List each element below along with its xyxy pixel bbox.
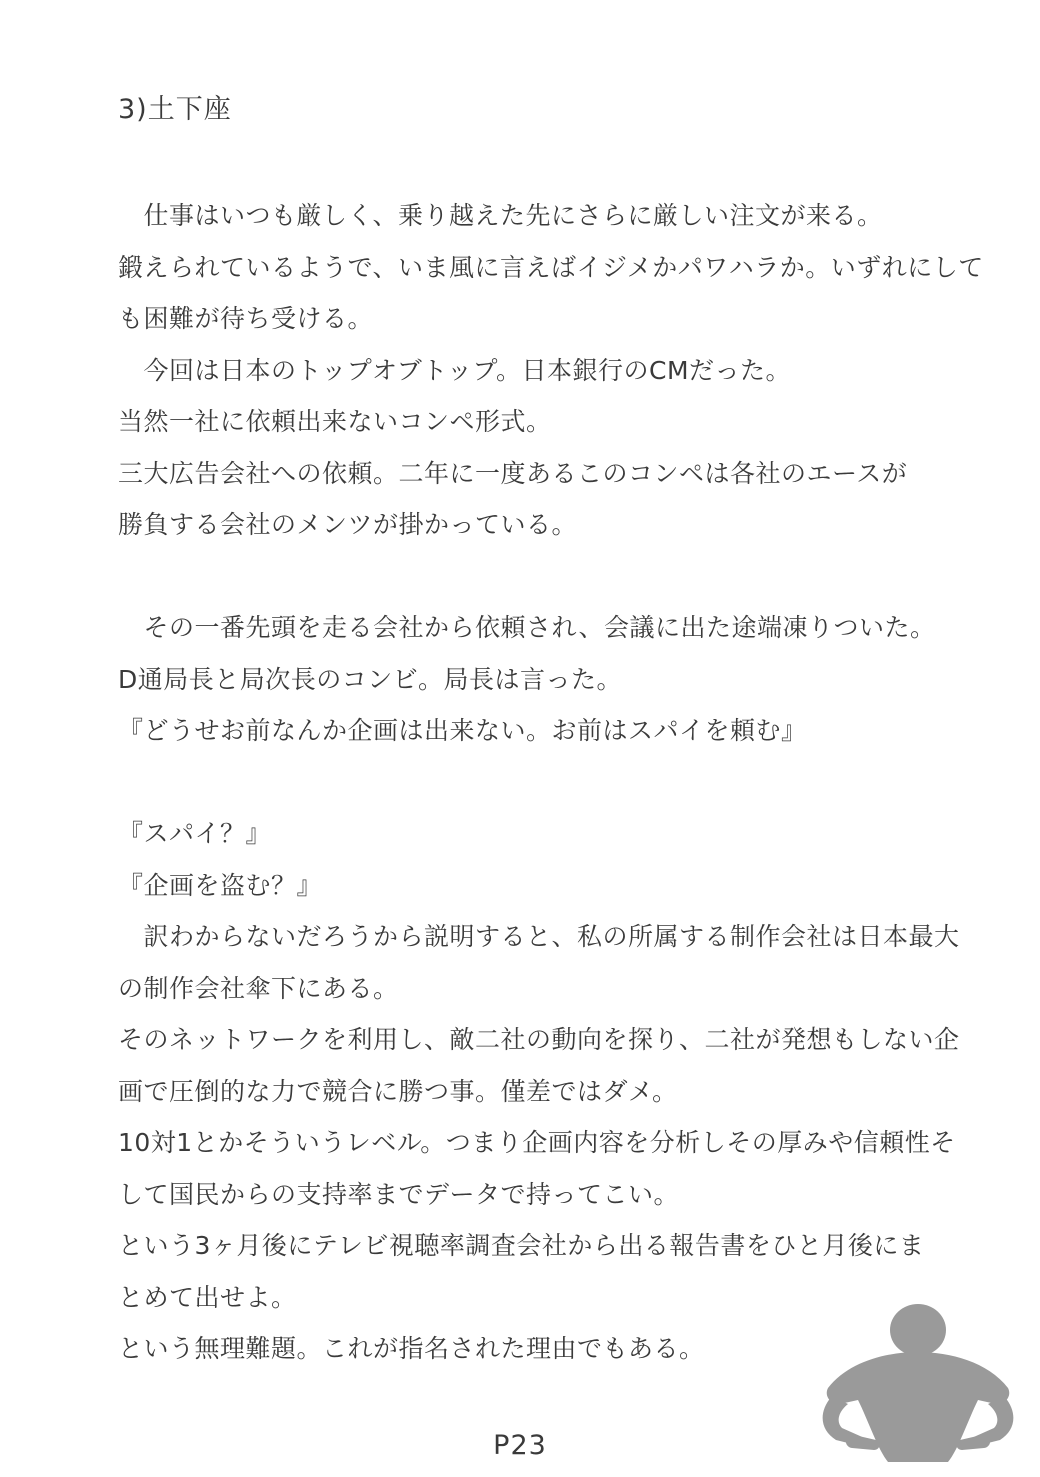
text-line: という3ヶ月後にテレビ視聴率調査会社から出る報告書をひと月後にま bbox=[118, 1231, 925, 1260]
page-number: P23 bbox=[493, 1430, 547, 1461]
text-line: 『企画を盗む？』 bbox=[118, 870, 323, 900]
text-line: も困難が待ち受ける。 bbox=[118, 304, 374, 333]
text-line: して国民からの支持率までデータで持ってこい。 bbox=[118, 1179, 680, 1209]
text-line: そのネットワークを利用し、敵二社の動向を探り、二社が発想もしない企 bbox=[118, 1025, 960, 1054]
text-line: その一番先頭を走る会社から依頼され、会議に出た途端凍りついた。 bbox=[118, 613, 936, 642]
text-line: 鍛えられているようで、いま風に言えばイジメかパワハラか。いずれにして bbox=[118, 252, 984, 282]
text-line: という無理難題。これが指名された理由でもある。 bbox=[118, 1334, 705, 1363]
text-line: 『どうせお前なんか企画は出来ない。お前はスパイを頼む』 bbox=[118, 716, 807, 745]
text-line: 勝負する会社のメンツが掛かっている。 bbox=[118, 510, 578, 539]
text-line: 三大広告会社への依頼。二年に一度あるこのコンペは各社のエースが bbox=[118, 458, 908, 488]
body-text bbox=[118, 190, 984, 1375]
text-line: 訳わからないだろうから説明すると、私の所属する制作会社は日本最大 bbox=[118, 922, 960, 951]
text-line: 『スパイ？』 bbox=[118, 819, 272, 848]
text-line: とめて出せよ。 bbox=[118, 1282, 297, 1312]
text-line: 10対1とかそういうレベル。つまり企画内容を分析しその厚みや信頼性そ bbox=[118, 1128, 956, 1157]
blank-line bbox=[118, 757, 968, 809]
text-line: D通局長と局次長のコンビ。局長は言った。 bbox=[118, 664, 623, 694]
section-heading: 3)土下座 bbox=[118, 94, 232, 125]
blank-line bbox=[118, 551, 968, 603]
text-line: 今回は日本のトップオブトップ。日本銀行のCMだった。 bbox=[118, 355, 792, 385]
text-line: 当然一社に依頼出来ないコンペ形式。 bbox=[118, 407, 552, 436]
text-line: 仕事はいつも厳しく、乗り越えた先にさらに厳しい注文が来る。 bbox=[118, 201, 883, 230]
text-line: 画で圧倒的な力で競合に勝つ事。僅差ではダメ。 bbox=[118, 1076, 678, 1106]
text-line: の制作会社傘下にある。 bbox=[118, 973, 399, 1003]
